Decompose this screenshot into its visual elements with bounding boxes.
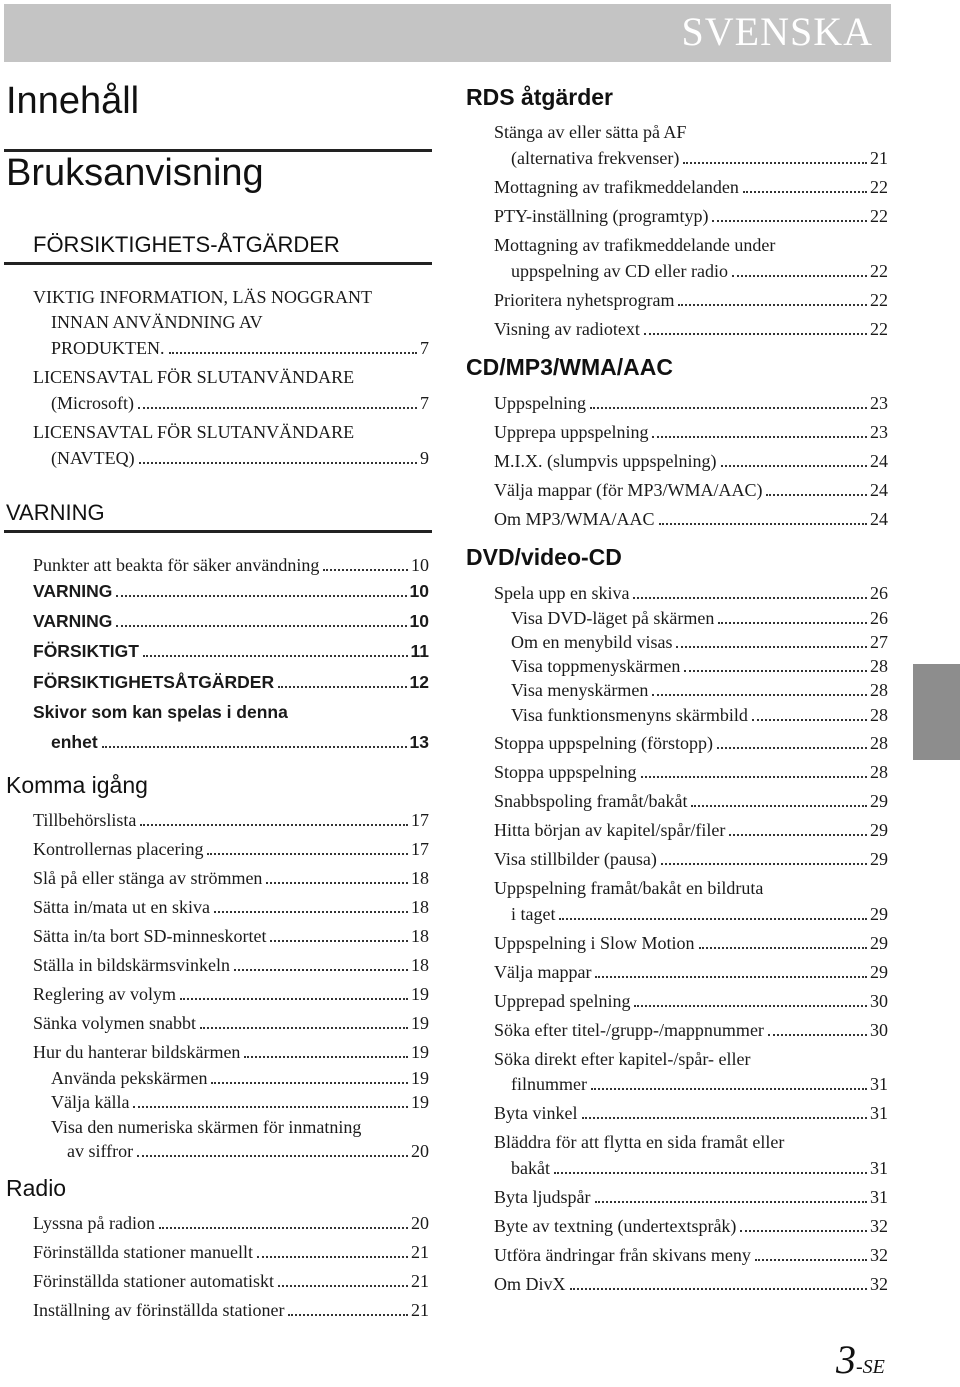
toc-entry[interactable]: Förinställda stationer manuellt 21 <box>33 1242 429 1262</box>
page-number: 22 <box>870 261 888 281</box>
toc-entry[interactable]: Välja mappar 29 <box>494 962 888 982</box>
toc-entry[interactable]: PRODUKTEN. 7 <box>51 338 429 358</box>
toc-entry[interactable]: Visa toppmenyskärmen 28 <box>511 656 888 676</box>
toc-entry-line: Uppspelning framåt/bakåt en bildruta <box>494 878 764 898</box>
toc-entry[interactable]: Sätta in/mata ut en skiva 18 <box>33 897 429 917</box>
section-heading-precautions: FÖRSIKTIGHETS-ÅTGÄRDER <box>33 232 340 257</box>
toc-entry[interactable]: Utföra ändringar från skivans meny 32 <box>494 1245 888 1265</box>
page-number: 26 <box>870 583 888 603</box>
toc-entry[interactable]: Uppspelning 23 <box>494 393 888 413</box>
page-number: 32 <box>870 1274 888 1294</box>
language-banner <box>4 4 891 62</box>
toc-entry[interactable]: Visning av radiotext 22 <box>494 319 888 339</box>
page-number: 19 <box>411 1068 429 1088</box>
page-number: 29 <box>870 904 888 924</box>
toc-entry[interactable]: i taget 29 <box>511 904 888 924</box>
page-number: 28 <box>870 656 888 676</box>
language-label: SVENSKA <box>681 9 873 54</box>
page-number: 29 <box>870 820 888 840</box>
toc-entry[interactable]: Om en menybild visas 27 <box>511 632 888 652</box>
toc-entry[interactable]: Punkter att beakta för säker användning 10 <box>33 555 429 575</box>
page-number: 19 <box>411 984 429 1004</box>
page-number: 28 <box>870 762 888 782</box>
page-number: 21 <box>411 1242 429 1262</box>
page-number: 10 <box>411 555 429 575</box>
page-number: 29 <box>870 849 888 869</box>
toc-entry[interactable]: Spela upp en skiva 26 <box>494 583 888 603</box>
page-number: 18 <box>411 868 429 888</box>
page-number: 10 <box>409 581 429 601</box>
page-number: 31 <box>870 1158 888 1178</box>
page-suffix: -SE <box>856 1356 885 1378</box>
page-number: 23 <box>870 393 888 413</box>
toc-entry[interactable]: Snabbspoling framåt/bakåt 29 <box>494 791 888 811</box>
page-number: 29 <box>870 791 888 811</box>
page-number: 21 <box>411 1271 429 1291</box>
toc-title: Innehåll <box>6 80 140 122</box>
toc-entry[interactable]: Om DivX 32 <box>494 1274 888 1294</box>
section-rule <box>4 530 432 533</box>
page-number: 26 <box>870 608 888 628</box>
toc-entry-line: Visa den numeriska skärmen för inmatning <box>51 1117 362 1137</box>
page-number: 17 <box>411 839 429 859</box>
page-number: 30 <box>870 991 888 1011</box>
page-number: 27 <box>870 632 888 652</box>
toc-entry[interactable]: bakåt 31 <box>511 1158 888 1178</box>
toc-entry-line: INNAN ANVÄNDNING AV <box>51 312 263 332</box>
toc-entry[interactable]: enhet 13 <box>51 732 429 752</box>
toc-entry[interactable]: Inställning av förinställda stationer 21 <box>33 1300 429 1320</box>
page-number: 32 <box>870 1245 888 1265</box>
toc-entry[interactable]: Stoppa uppspelning 28 <box>494 762 888 782</box>
toc-entry[interactable]: Slå på eller stänga av strömmen 18 <box>33 868 429 888</box>
toc-entry[interactable]: Stoppa uppspelning (förstopp) 28 <box>494 733 888 753</box>
toc-entry[interactable]: Tillbehörslista 17 <box>33 810 429 830</box>
page-number: 21 <box>870 148 888 168</box>
toc-entry[interactable]: Sänka volymen snabbt 19 <box>33 1013 429 1033</box>
page-number: 29 <box>870 933 888 953</box>
page-number: 13 <box>409 732 429 752</box>
toc-entry[interactable]: Visa menyskärmen 28 <box>511 680 888 700</box>
page-number: 10 <box>409 611 429 631</box>
page-number: 28 <box>870 680 888 700</box>
toc-entry-line: Mottagning av trafikmeddelande under <box>494 235 776 255</box>
toc-entry[interactable]: PTY-inställning (programtyp) 22 <box>494 206 888 226</box>
section-heading-warning: VARNING <box>6 500 105 525</box>
page-number: 31 <box>870 1103 888 1123</box>
toc-entry[interactable]: VARNING 10 <box>33 581 429 601</box>
toc-entry[interactable]: Prioritera nyhetsprogram 22 <box>494 290 888 310</box>
toc-entry[interactable]: Sätta in/ta bort SD-minneskortet 18 <box>33 926 429 946</box>
toc-entry-line: Söka direkt efter kapitel-/spår- eller <box>494 1049 751 1069</box>
page-number: 9 <box>420 448 429 468</box>
page-number: 24 <box>870 509 888 529</box>
section-tab-marker <box>913 664 960 760</box>
page-number: 19 <box>411 1013 429 1033</box>
page-number: 30 <box>870 1020 888 1040</box>
page-number: 20 <box>411 1141 429 1161</box>
toc-entry[interactable]: Om MP3/WMA/AAC 24 <box>494 509 888 529</box>
toc-entry[interactable]: filnummer 31 <box>511 1074 888 1094</box>
page-number: 31 <box>870 1187 888 1207</box>
toc-entry[interactable]: Hur du hanterar bildskärmen 19 <box>33 1042 429 1062</box>
toc-entry[interactable]: (Microsoft) 7 <box>51 393 429 413</box>
page-number: 23 <box>870 422 888 442</box>
page-number: 24 <box>870 480 888 500</box>
page-number: 24 <box>870 451 888 471</box>
page-number: 22 <box>870 206 888 226</box>
toc-entry[interactable]: VARNING 10 <box>33 611 429 631</box>
toc-entry[interactable]: uppspelning av CD eller radio 22 <box>511 261 888 281</box>
page-number: 22 <box>870 319 888 339</box>
toc-entry[interactable]: Mottagning av trafikmeddelanden 22 <box>494 177 888 197</box>
toc-entry[interactable]: M.I.X. (slumpvis uppspelning) 24 <box>494 451 888 471</box>
toc-entry[interactable]: Förinställda stationer automatiskt 21 <box>33 1271 429 1291</box>
page-number: 28 <box>870 733 888 753</box>
page-number: 7 <box>420 393 429 413</box>
toc-entry[interactable]: Välja mappar (för MP3/WMA/AAC) 24 <box>494 480 888 500</box>
section-heading-radio: Radio <box>6 1175 67 1201</box>
page-number: 22 <box>870 177 888 197</box>
toc-entry[interactable]: Hitta början av kapitel/spår/filer 29 <box>494 820 888 840</box>
page-number: 32 <box>870 1216 888 1236</box>
toc-entry[interactable]: av siffror 20 <box>67 1141 429 1161</box>
toc-entry[interactable]: Kontrollernas placering 17 <box>33 839 429 859</box>
toc-entry-line: Skivor som kan spelas i denna <box>33 702 288 722</box>
section-heading-getting-started: Komma igång <box>6 772 148 798</box>
toc-entry[interactable]: (alternativa frekvenser) 21 <box>511 148 888 168</box>
toc-entry[interactable]: Ställa in bildskärmsvinkeln 18 <box>33 955 429 975</box>
page-number: 19 <box>411 1042 429 1062</box>
toc-entry[interactable]: Visa funktionsmenyns skärmbild 28 <box>511 705 888 725</box>
toc-entry[interactable]: Byta vinkel 31 <box>494 1103 888 1123</box>
page-number: 18 <box>411 897 429 917</box>
toc-entry-line: Stänga av eller sätta på AF <box>494 122 687 142</box>
page-number: 22 <box>870 290 888 310</box>
page-number: 28 <box>870 705 888 725</box>
page-number-footer: 3-SE <box>836 1337 885 1382</box>
toc-entry-line: LICENSAVTAL FÖR SLUTANVÄNDARE <box>33 422 355 442</box>
toc-entry[interactable]: Söka efter titel-/grupp-/mappnummer 30 <box>494 1020 888 1040</box>
toc-entry-line: LICENSAVTAL FÖR SLUTANVÄNDARE <box>33 367 355 387</box>
toc-entry[interactable]: (NAVTEQ) 9 <box>51 448 429 468</box>
toc-subtitle: Bruksanvisning <box>6 152 264 194</box>
toc-entry[interactable]: FÖRSIKTIGT 11 <box>33 641 429 661</box>
page-number: 20 <box>411 1213 429 1233</box>
page-number: 12 <box>409 672 429 692</box>
page-number: 18 <box>411 955 429 975</box>
page-number: 31 <box>870 1074 888 1094</box>
toc-entry[interactable]: FÖRSIKTIGHETSÅTGÄRDER 12 <box>33 672 429 692</box>
toc-entry[interactable]: Använda pekskärmen 19 <box>51 1068 429 1088</box>
toc-entry-line: Bläddra för att flytta en sida framåt eller <box>494 1132 785 1152</box>
section-heading-dvd: DVD/video-CD <box>466 544 622 570</box>
page-number: 21 <box>411 1300 429 1320</box>
page-number: 29 <box>870 962 888 982</box>
page-number: 19 <box>411 1092 429 1112</box>
toc-entry[interactable]: Byta ljudspår 31 <box>494 1187 888 1207</box>
page-number: 11 <box>410 641 429 661</box>
toc-entry[interactable]: Lyssna på radion 20 <box>33 1213 429 1233</box>
page-number: 7 <box>420 338 429 358</box>
toc-entry[interactable]: Reglering av volym 19 <box>33 984 429 1004</box>
toc-entry[interactable]: Uppspelning i Slow Motion 29 <box>494 933 888 953</box>
page-number: 17 <box>411 810 429 830</box>
toc-entry[interactable]: Upprepa uppspelning 23 <box>494 422 888 442</box>
toc-entry-line: VIKTIG INFORMATION, LÄS NOGGRANT <box>33 287 372 307</box>
toc-entry[interactable]: Visa stillbilder (pausa) 29 <box>494 849 888 869</box>
section-heading-cd: CD/MP3/WMA/AAC <box>466 354 673 380</box>
toc-entry[interactable]: Upprepad spelning 30 <box>494 991 888 1011</box>
page-number: 18 <box>411 926 429 946</box>
toc-entry[interactable]: Visa DVD-läget på skärmen 26 <box>511 608 888 628</box>
section-heading-rds: RDS åtgärder <box>466 84 613 110</box>
section-rule <box>4 262 432 265</box>
toc-entry[interactable]: Välja källa 19 <box>51 1092 429 1112</box>
toc-entry[interactable]: Byte av textning (undertextspråk) 32 <box>494 1216 888 1236</box>
